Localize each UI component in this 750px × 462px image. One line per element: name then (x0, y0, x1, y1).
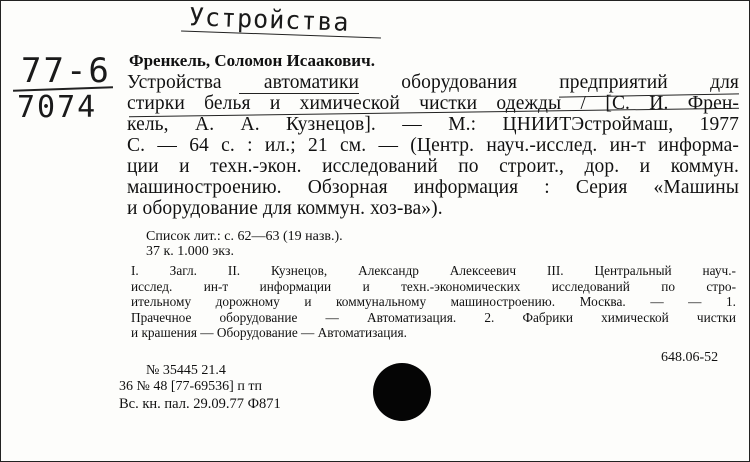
classification-code: 648.06-52 (661, 350, 719, 365)
description-line: кель, А. А. Кузнецов]. — М.: ЦНИИТЭстроймаш, 1977 (127, 114, 739, 135)
bibliography-note: Список лит.: с. 62—63 (19 назв.). (146, 229, 343, 244)
description-line: ции и техн.-экон. исследований по строит., дор. и коммун. (127, 156, 739, 177)
description-line: С. — 64 с. : ил.; 21 см. — (Центр. науч.-исслед. ин-т информа- (127, 135, 739, 156)
shelf-mark-top: 77-6 (21, 51, 111, 91)
ink-underline (239, 93, 359, 94)
tracing-line: Прачечное оборудование — Автоматизация. 2. Фабрики химической чистки (131, 309, 736, 325)
description-line: стирки белья и химической чистки одежды / [С. И. Френ- (127, 93, 739, 114)
tracing-line: ительному дорожному и коммунальному машиностроению. Москва. — — 1. (131, 294, 736, 309)
price-print-run: 37 к. 1.000 экз. (146, 244, 234, 259)
tracing-line: исслед. ин-т информации и техн.-экономических исследований по стро- (131, 278, 736, 294)
description-line: машиностроению. Обзорная информация : Серия «Машины (127, 177, 739, 198)
tracings-block (131, 263, 736, 341)
footer-registry: Вс. кн. пал. 29.09.77 Ф871 (119, 396, 281, 412)
handwritten-title: Устройства (188, 2, 350, 37)
footer-order: 36 № 48 [77-69536] п тп (119, 379, 262, 394)
author-heading: Френкель, Соломон Исаакович. (129, 51, 375, 70)
description-line: и оборудование для коммун. хоз-ва»). (127, 198, 443, 219)
punch-hole (373, 363, 431, 421)
description-line: Устройства автоматики оборудования предприятий для (127, 72, 739, 93)
shelf-mark-bottom: 7074 (17, 90, 98, 125)
footer-number: № 35445 21.4 (146, 363, 226, 378)
tracing-line: I. Загл. II. Кузнецов, Александр Алексеевич III. Центральный науч.- (131, 263, 736, 278)
tracing-line: и крашения — Оборудование — Автоматизация. (131, 325, 407, 340)
